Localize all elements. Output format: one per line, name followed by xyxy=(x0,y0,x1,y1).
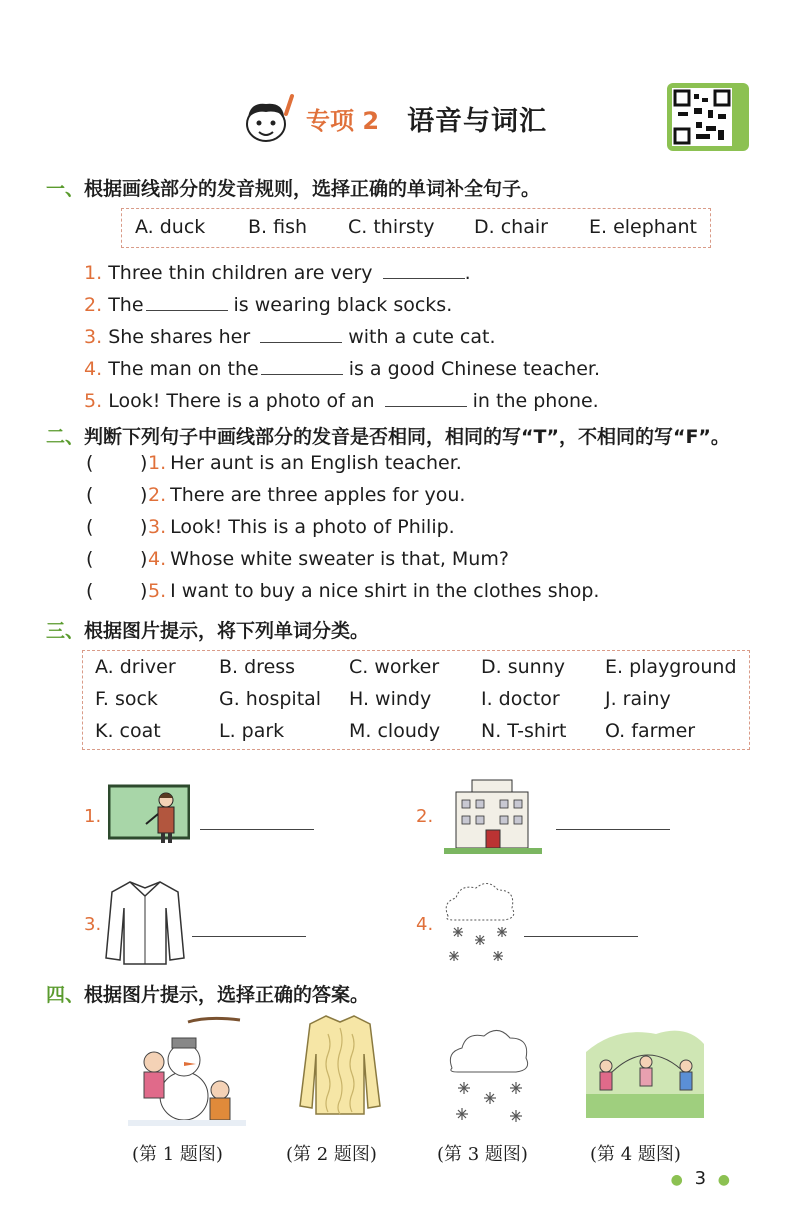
question-text-end: . xyxy=(464,262,471,284)
word-bank-box xyxy=(82,650,750,750)
question-1-5 xyxy=(84,388,599,412)
question-number: 5. xyxy=(148,580,167,602)
question-number: 4. xyxy=(84,358,103,380)
option: A. duck xyxy=(135,216,206,238)
page-number xyxy=(671,1168,730,1189)
question-text: Her aunt is an English teacher. xyxy=(170,452,462,474)
shirt-picture xyxy=(104,878,186,966)
word-option: O. farmer xyxy=(605,720,696,742)
tf-answer-slot[interactable] xyxy=(98,550,138,570)
section-number: 三、 xyxy=(46,620,85,642)
word-option: M. cloudy xyxy=(349,720,441,742)
snow-cloud-picture-2 xyxy=(444,1024,534,1130)
paren-open: ( xyxy=(86,516,94,538)
question-text: There are three apples for you. xyxy=(170,484,466,506)
question-1-2 xyxy=(84,292,452,316)
snowman-kids-picture xyxy=(128,1012,246,1128)
tf-question xyxy=(148,452,462,474)
word-option: A. driver xyxy=(95,656,176,678)
teacher-blackboard-picture xyxy=(108,784,190,846)
answer-line[interactable] xyxy=(200,829,314,830)
question-text: Whose white sweater is that, Mum? xyxy=(170,548,509,570)
topic-tag: 专项 2 xyxy=(306,106,380,135)
picture-number: 3. xyxy=(84,914,102,935)
word-option: L. park xyxy=(219,720,285,742)
sweater-picture xyxy=(298,1014,382,1118)
section-4-heading xyxy=(46,980,369,1007)
paren-close: ) xyxy=(140,484,148,506)
word-option: E. playground xyxy=(605,656,737,678)
picture-number: 2. xyxy=(416,806,434,827)
question-text: She shares her xyxy=(108,326,251,348)
word-option: K. coat xyxy=(95,720,161,742)
paren-close: ) xyxy=(140,516,148,538)
question-text: I want to buy a nice shirt in the clothes shop. xyxy=(170,580,600,602)
paren-open: ( xyxy=(86,484,94,506)
word-option: C. worker xyxy=(349,656,440,678)
word-option: N. T-shirt xyxy=(481,720,567,742)
question-text-end: is a good Chinese teacher. xyxy=(348,358,601,380)
tf-question xyxy=(148,580,599,602)
tf-answer-slot[interactable] xyxy=(98,518,138,538)
answer-line[interactable] xyxy=(556,829,670,830)
question-text: Look! There is a photo of an xyxy=(108,390,375,412)
section-title: 根据图片提示，将下列单词分类。 xyxy=(84,620,370,642)
dot-icon: ● xyxy=(670,1172,683,1188)
question-number: 2. xyxy=(84,294,103,316)
question-number: 1. xyxy=(148,452,167,474)
paren-open: ( xyxy=(86,452,94,474)
word-options-box xyxy=(121,208,711,248)
qr-code-image xyxy=(672,88,732,146)
word-option: G. hospital xyxy=(219,688,322,710)
question-1-1 xyxy=(84,260,471,284)
word-option: D. sunny xyxy=(481,656,565,678)
page-number-text: 3 xyxy=(694,1168,707,1189)
section-1-heading xyxy=(46,174,540,201)
answer-blank[interactable] xyxy=(261,356,343,375)
page-header xyxy=(236,88,547,148)
picture-number: 4. xyxy=(416,914,434,935)
paren-close: ) xyxy=(140,548,148,570)
dot-icon: ● xyxy=(717,1172,730,1188)
question-number: 4. xyxy=(148,548,167,570)
word-option: F. sock xyxy=(95,688,158,710)
paren-open: ( xyxy=(86,548,94,570)
boy-mascot-icon xyxy=(236,90,298,146)
option: E. elephant xyxy=(589,216,697,238)
question-number: 1. xyxy=(84,262,103,284)
answer-blank[interactable] xyxy=(385,388,467,407)
jump-rope-kids-picture xyxy=(586,1022,704,1118)
question-text-end: in the phone. xyxy=(472,390,599,412)
section-3-heading xyxy=(46,616,369,643)
option: B. fish xyxy=(248,216,308,238)
word-option: B. dress xyxy=(219,656,296,678)
caption: (第 3 题图) xyxy=(437,1144,528,1165)
question-text-end: is wearing black socks. xyxy=(233,294,453,316)
tf-answer-slot[interactable] xyxy=(98,486,138,506)
snow-cloud-picture xyxy=(440,878,520,966)
caption: (第 4 题图) xyxy=(590,1144,681,1165)
section-2-heading xyxy=(46,422,730,449)
answer-line[interactable] xyxy=(192,936,306,937)
option: D. chair xyxy=(474,216,548,238)
answer-blank[interactable] xyxy=(383,260,465,279)
question-text: The man on the xyxy=(108,358,259,380)
paren-close: ) xyxy=(140,580,148,602)
question-text: Look! This is a photo of Philip. xyxy=(170,516,455,538)
word-option: J. rainy xyxy=(605,688,671,710)
question-text-end: with a cute cat. xyxy=(348,326,496,348)
section-title: 判断下列句子中画线部分的发音是否相同，相同的写“T”，不相同的写“F”。 xyxy=(84,426,730,448)
section-number: 一、 xyxy=(46,178,85,200)
caption: (第 2 题图) xyxy=(286,1144,377,1165)
question-1-4 xyxy=(84,356,600,380)
section-title: 根据图片提示，选择正确的答案。 xyxy=(84,984,370,1006)
answer-line[interactable] xyxy=(524,936,638,937)
section-number: 二、 xyxy=(46,426,85,448)
question-number: 5. xyxy=(84,390,103,412)
section-title: 根据画线部分的发音规则，选择正确的单词补全句子。 xyxy=(84,178,541,200)
tf-question xyxy=(148,484,465,506)
tf-answer-slot[interactable] xyxy=(98,454,138,474)
tf-answer-slot[interactable] xyxy=(98,582,138,602)
option: C. thirsty xyxy=(348,216,435,238)
paren-open: ( xyxy=(86,580,94,602)
answer-blank[interactable] xyxy=(146,292,228,311)
question-1-3 xyxy=(84,324,496,348)
question-number: 3. xyxy=(84,326,103,348)
qr-side-strip xyxy=(736,89,746,145)
word-option: I. doctor xyxy=(481,688,560,710)
section-number: 四、 xyxy=(46,984,85,1006)
question-number: 3. xyxy=(148,516,167,538)
caption: (第 1 题图) xyxy=(132,1144,223,1165)
question-number: 2. xyxy=(148,484,167,506)
qr-code[interactable] xyxy=(667,83,749,151)
page-title: 语音与词汇 xyxy=(407,105,548,137)
word-option: H. windy xyxy=(349,688,432,710)
tf-question xyxy=(148,548,509,570)
hospital-building-picture xyxy=(442,772,544,856)
picture-number: 1. xyxy=(84,806,102,827)
answer-blank[interactable] xyxy=(260,324,342,343)
tf-question xyxy=(148,516,455,538)
question-text: Three thin children are very xyxy=(108,262,373,284)
question-text: The xyxy=(108,294,144,316)
paren-close: ) xyxy=(140,452,148,474)
